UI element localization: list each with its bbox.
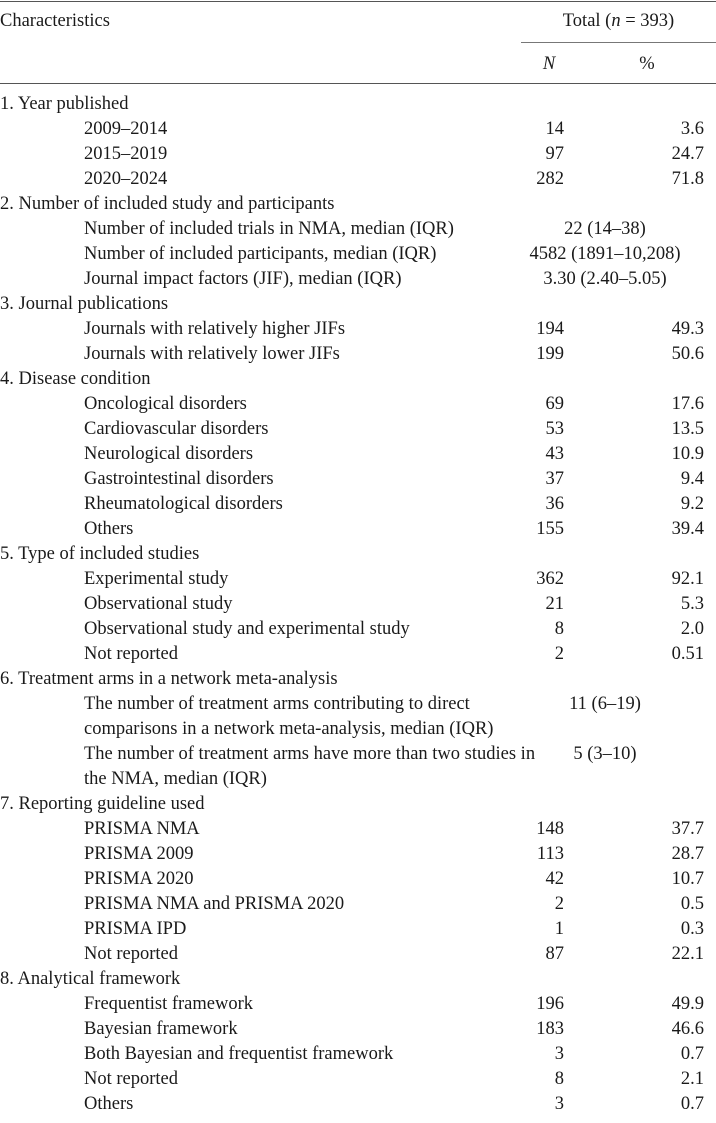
cell-n: 43 <box>545 444 564 464</box>
table-row <box>0 992 716 1017</box>
cell-pct: 92.1 <box>671 569 704 589</box>
cell-n: 42 <box>545 869 564 889</box>
row-label: Others <box>84 519 134 539</box>
row-label: Journals with relatively lower JIFs <box>84 344 340 364</box>
cell-n: 8 <box>554 1069 564 1089</box>
section-label: 8. Analytical framework <box>0 969 181 989</box>
section-row <box>0 192 716 217</box>
table-row <box>0 842 716 867</box>
header-characteristics: Characteristics <box>0 11 110 31</box>
cell-n: 199 <box>536 344 564 364</box>
table-row <box>0 142 716 167</box>
cell-pct: 9.4 <box>680 469 704 489</box>
cell-pct: 10.7 <box>671 869 704 889</box>
section-row <box>0 542 716 567</box>
row-label: Neurological disorders <box>84 444 254 464</box>
header-total-n: n <box>611 11 621 31</box>
cell-n: 194 <box>536 319 564 339</box>
table-row <box>0 117 716 142</box>
row-label: Frequentist framework <box>84 994 254 1014</box>
section-label: 1. Year published <box>0 94 129 114</box>
table-row <box>0 467 716 492</box>
section-label: 5. Type of included studies <box>0 544 200 564</box>
row-label: Number of included trials in NMA, median (IQR) <box>84 219 454 239</box>
row-label: PRISMA NMA <box>84 819 200 839</box>
cell-pct: 0.7 <box>680 1044 704 1064</box>
cell-pct: 49.9 <box>671 994 704 1014</box>
cell-n: 155 <box>536 519 564 539</box>
row-label: 2020–2024 <box>84 169 168 189</box>
row-label: Others <box>84 1094 134 1114</box>
cell-pct: 0.3 <box>680 919 704 939</box>
cell-pct: 0.51 <box>671 644 704 664</box>
row-label: The number of treatment arms contributing to direct comparisons in a network meta-analysis, median (IQR) <box>84 694 494 739</box>
row-label: Oncological disorders <box>84 394 247 414</box>
row-label: Both Bayesian and frequentist framework <box>84 1044 394 1064</box>
row-label: PRISMA 2020 <box>84 869 194 889</box>
cell-n: 21 <box>545 594 564 614</box>
cell-n: 148 <box>536 819 564 839</box>
row-label: Journal impact factors (JIF), median (IQR) <box>84 269 402 289</box>
row-label: Number of included participants, median (IQR) <box>84 244 437 264</box>
table-row <box>0 867 716 892</box>
cell-pct: 2.0 <box>680 619 704 639</box>
table-row <box>0 342 716 367</box>
row-label: PRISMA 2009 <box>84 844 194 864</box>
row-label: Journals with relatively higher JIFs <box>84 319 346 339</box>
cell-pct: 13.5 <box>671 419 704 439</box>
table-row <box>0 592 716 617</box>
table-body <box>0 92 716 1117</box>
cell-n: 37 <box>545 469 564 489</box>
cell-pct: 46.6 <box>671 1019 704 1039</box>
cell-median-iqr: 5 (3–10) <box>573 744 637 764</box>
row-label: Not reported <box>84 644 179 664</box>
section-row <box>0 667 716 692</box>
cell-n: 1 <box>554 919 564 939</box>
cell-n: 87 <box>545 944 564 964</box>
section-label: 6. Treatment arms in a network meta-analysis <box>0 669 338 689</box>
cell-pct: 10.9 <box>671 444 704 464</box>
row-label: PRISMA IPD <box>84 919 187 939</box>
section-label: 2. Number of included study and participants <box>0 194 335 214</box>
table-row <box>0 617 716 642</box>
row-label: PRISMA NMA and PRISMA 2020 <box>84 894 345 914</box>
row-label: Experimental study <box>84 569 229 589</box>
table-row <box>0 642 716 667</box>
table-row <box>0 1042 716 1067</box>
cell-pct: 39.4 <box>671 519 704 539</box>
section-row <box>0 967 716 992</box>
top-rule <box>0 1 716 2</box>
table-row <box>0 742 716 792</box>
cell-pct: 0.7 <box>680 1094 704 1114</box>
cell-pct: 5.3 <box>680 594 704 614</box>
cell-n: 69 <box>545 394 564 414</box>
cell-pct: 37.7 <box>671 819 704 839</box>
row-label: 2015–2019 <box>84 144 168 164</box>
table-row <box>0 442 716 467</box>
cell-pct: 0.5 <box>680 894 704 914</box>
section-label: 3. Journal publications <box>0 294 169 314</box>
table-row <box>0 492 716 517</box>
section-row <box>0 292 716 317</box>
cell-median-iqr: 22 (14–38) <box>564 219 646 239</box>
cell-n: 3 <box>554 1044 564 1064</box>
cell-pct: 17.6 <box>671 394 704 414</box>
cell-median-iqr: 4582 (1891–10,208) <box>529 244 681 264</box>
cell-pct: 22.1 <box>671 944 704 964</box>
cell-n: 14 <box>545 119 564 139</box>
cell-n: 183 <box>536 1019 564 1039</box>
header-col-pct: % <box>639 54 655 74</box>
cell-median-iqr: 11 (6–19) <box>569 694 641 714</box>
row-label: Not reported <box>84 944 179 964</box>
row-label: Observational study and experimental study <box>84 619 410 639</box>
table-row <box>0 1092 716 1117</box>
section-row <box>0 367 716 392</box>
cell-n: 2 <box>554 644 564 664</box>
cell-median-iqr: 3.30 (2.40–5.05) <box>543 269 667 289</box>
table-row <box>0 917 716 942</box>
row-label: Cardiovascular disorders <box>84 419 269 439</box>
row-label: Bayesian framework <box>84 1019 238 1039</box>
cell-n: 282 <box>536 169 564 189</box>
section-row <box>0 92 716 117</box>
table-row <box>0 942 716 967</box>
table-row <box>0 217 716 242</box>
section-label: 4. Disease condition <box>0 369 151 389</box>
table-row <box>0 517 716 542</box>
table-row <box>0 1017 716 1042</box>
header-rule <box>0 83 716 84</box>
table-row <box>0 1067 716 1092</box>
section-label: 7. Reporting guideline used <box>0 794 205 814</box>
header-col-n: N <box>542 54 556 74</box>
table-row <box>0 317 716 342</box>
cell-n: 362 <box>536 569 564 589</box>
table-row <box>0 392 716 417</box>
header-total-prefix: Total ( <box>562 11 612 31</box>
row-label: 2009–2014 <box>84 119 168 139</box>
table-row <box>0 817 716 842</box>
table-row <box>0 242 716 267</box>
table-row <box>0 417 716 442</box>
cell-pct: 2.1 <box>680 1069 704 1089</box>
cell-pct: 24.7 <box>671 144 704 164</box>
header-total <box>521 9 716 33</box>
cell-n: 53 <box>545 419 564 439</box>
section-row <box>0 792 716 817</box>
cell-pct: 28.7 <box>671 844 704 864</box>
table-row <box>0 267 716 292</box>
cell-n: 36 <box>545 494 564 514</box>
row-label: Rheumatological disorders <box>84 494 283 514</box>
cell-n: 3 <box>554 1094 564 1114</box>
cell-pct: 3.6 <box>680 119 704 139</box>
table-row <box>0 567 716 592</box>
cell-n: 113 <box>536 844 564 864</box>
row-label: Observational study <box>84 594 233 614</box>
cell-n: 196 <box>536 994 564 1014</box>
cell-pct: 71.8 <box>671 169 704 189</box>
row-label: Not reported <box>84 1069 179 1089</box>
subheader-rule <box>521 42 716 43</box>
cell-pct: 50.6 <box>671 344 704 364</box>
cell-pct: 49.3 <box>671 319 704 339</box>
cell-n: 97 <box>545 144 564 164</box>
cell-n: 2 <box>554 894 564 914</box>
cell-pct: 9.2 <box>680 494 704 514</box>
table-row <box>0 692 716 742</box>
table-row <box>0 167 716 192</box>
cell-n: 8 <box>554 619 564 639</box>
table-row <box>0 892 716 917</box>
header-total-suffix: = 393) <box>620 11 675 31</box>
row-label: Gastrointestinal disorders <box>84 469 274 489</box>
row-label: The number of treatment arms have more than two studies in the NMA, median (IQR) <box>84 744 536 789</box>
